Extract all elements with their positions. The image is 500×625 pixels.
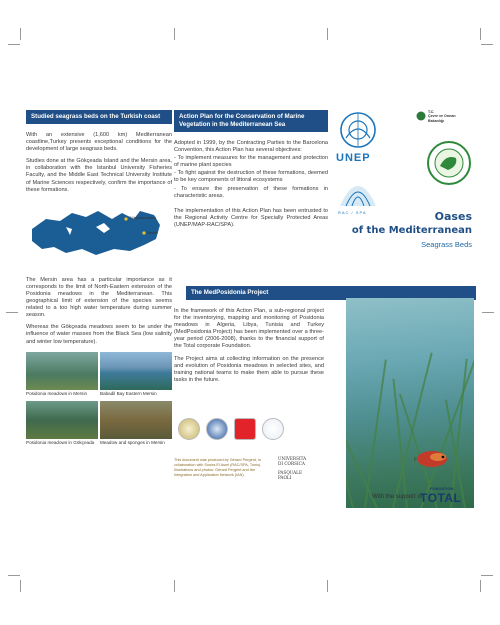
panel2-para2: The implementation of this Action Plan has been entrusted to the Regional Activity Centre for Specially Protected Areas (UNEP/MAP-RAC/SPA). (174, 207, 328, 228)
photo-caption: Posidonia meadows in Gökçeada (26, 439, 95, 445)
photo-cell (100, 401, 172, 448)
partner-logo-icon (206, 418, 228, 440)
medposidonia-text (174, 308, 324, 389)
university-line: PAOLI (278, 475, 292, 481)
panel1-para4: Whereas the Gökçeada meadows seem to be under the influence of water masses from the Black Sea (low salinity and winter low temperature). (26, 324, 172, 345)
panel1-text (26, 132, 172, 194)
panel1-text-lower (26, 277, 172, 346)
partner-logos (178, 418, 284, 440)
panel1-header: Studied seagrass beds on the Turkish coast (26, 110, 172, 124)
crop-mark (174, 580, 175, 592)
university-line: UNIVERSITA (278, 456, 307, 461)
total-logo: TOTAL (420, 491, 462, 505)
crop-mark (20, 28, 21, 40)
panel2-bullet: - To implement measures for the management and protection of marine plant species (174, 155, 328, 169)
parrotfish-icon (414, 448, 454, 470)
photo-cell (26, 401, 98, 448)
photo-sponges-mersin (100, 401, 172, 439)
photo-cell (26, 352, 98, 399)
seagrass-fish-photo (346, 298, 474, 508)
crop-mark (8, 575, 20, 576)
map-label-gokceada: Gökçeada Island (129, 215, 156, 220)
panel1-para1: With an extensive (1,600 km) Mediterranean coastline,Turkey presents exceptional conditions for the development of large seagrass beds. (26, 132, 172, 153)
panel1-para2: Studies done at the Gökçeada Island and the Mersin area, in collaboration with the Istanbul University Fisheries Faculty, and the Middle East Technical University Institute of Marine Sciences respectively, confirm the importance of these formations. (26, 158, 172, 193)
support-text: With the support of (372, 494, 423, 500)
university-line: PASQUALE (278, 469, 303, 475)
panel-turkish-coast (26, 110, 172, 520)
crop-mark (174, 28, 175, 40)
crop-mark (20, 580, 21, 592)
crop-mark (480, 28, 481, 40)
map-label-mersin: Mersin (147, 230, 158, 235)
university-line: DI CORSICA (278, 461, 305, 467)
mediterranean-map (26, 199, 172, 271)
rac-spa-label: RAC / SPA (338, 210, 367, 215)
crop-mark (8, 44, 20, 45)
crop-mark (481, 575, 493, 576)
crop-mark (480, 580, 481, 592)
crop-mark (481, 44, 493, 45)
photo-caption: Posidonia meadows in Mersin (26, 390, 88, 396)
panel2-text (174, 140, 328, 229)
photo-caption: Babadil Bay Eastern Mersin (100, 390, 157, 396)
medposidonia-header: The MedPosidonia Project (186, 286, 476, 300)
panel2-bullet: - To ensure the preservation of these formations in characteristic areas. (174, 185, 328, 199)
crop-mark (327, 580, 328, 592)
ministry-line: T.C. (428, 110, 435, 114)
ministry-label (428, 110, 456, 123)
ministry-emblem-icon (416, 110, 426, 122)
panel2-para3: In the framework of this Action Plan, a sub-regional project for the inventorying, mapping and monitoring of Posidonia meadows in Algeria, Libya, Tunisia and Turkey (MedPosidonia Project) has been implemented over a three-year period (2006-2008), thanks to the financial support of the Total corporate Foundation. (174, 308, 324, 350)
photo-babadil-bay (100, 352, 172, 390)
seagrass-blade (346, 408, 378, 508)
cover-title-mediterranean: of the Mediterranean (351, 225, 472, 236)
crop-mark (327, 28, 328, 40)
crop-mark (482, 312, 494, 313)
photo-grid (26, 352, 172, 448)
foundation-label: FONDATION (430, 486, 454, 491)
cover-subtitle: Seagrass Beds (421, 240, 472, 249)
panel2-header: Action Plan for the Conservation of Marine Vegetation in the Mediterranean Sea (174, 110, 328, 132)
map-graphic (26, 199, 172, 271)
partner-logo-icon (178, 418, 200, 440)
university-logo (278, 456, 306, 481)
credits-text: This document was produced by Gérard Pergent, in collaboration with Souha El Asmi (RAC/SPA, Tunis). Illustrations and photos: Gérard Pergent and the Integration and Application Network (IAN). (174, 458, 262, 477)
ministry-line: Çevre ve Orman (428, 114, 456, 119)
unep-label: UNEP (336, 152, 371, 164)
photo-caption: Meadow and sponges in Mersin (100, 439, 165, 445)
green-seal-icon (426, 140, 472, 186)
photo-mersin-meadows (26, 352, 98, 390)
rac-spa-logo-icon (336, 170, 380, 210)
panel1-para3: The Mersin area has a particular importance as it corresponds to the limit of North-Eastern extension of the Posidonia meadows in the Mediterranean. This geographical limit of extension of the species seems related to a too high water temperature during summer season. (26, 276, 172, 319)
partner-logo-icon (262, 418, 284, 440)
ministry-line: Bakanlığı (428, 118, 444, 123)
photo-gokceada-meadows (26, 401, 98, 439)
panel2-para1: Adopted in 1999, by the Contracting Parties to the Barcelona Convention, this Action Plan has several objectives: (174, 140, 328, 154)
panel2-bullet: - To fight against the destruction of these formations, deemed to be key components of littoral ecosystems (174, 170, 328, 184)
partner-logo-icon (234, 418, 256, 440)
photo-cell (100, 352, 172, 399)
crop-mark (6, 312, 18, 313)
unep-emblem-icon (338, 110, 378, 150)
cover-title-oases: Oases (434, 210, 472, 223)
panel2-para4: The Project aims at collecting information on the presence and evolution of Posidonia meadows in selected sites, and training national teams to make them able to pursue these tasks in the future. (174, 355, 324, 383)
